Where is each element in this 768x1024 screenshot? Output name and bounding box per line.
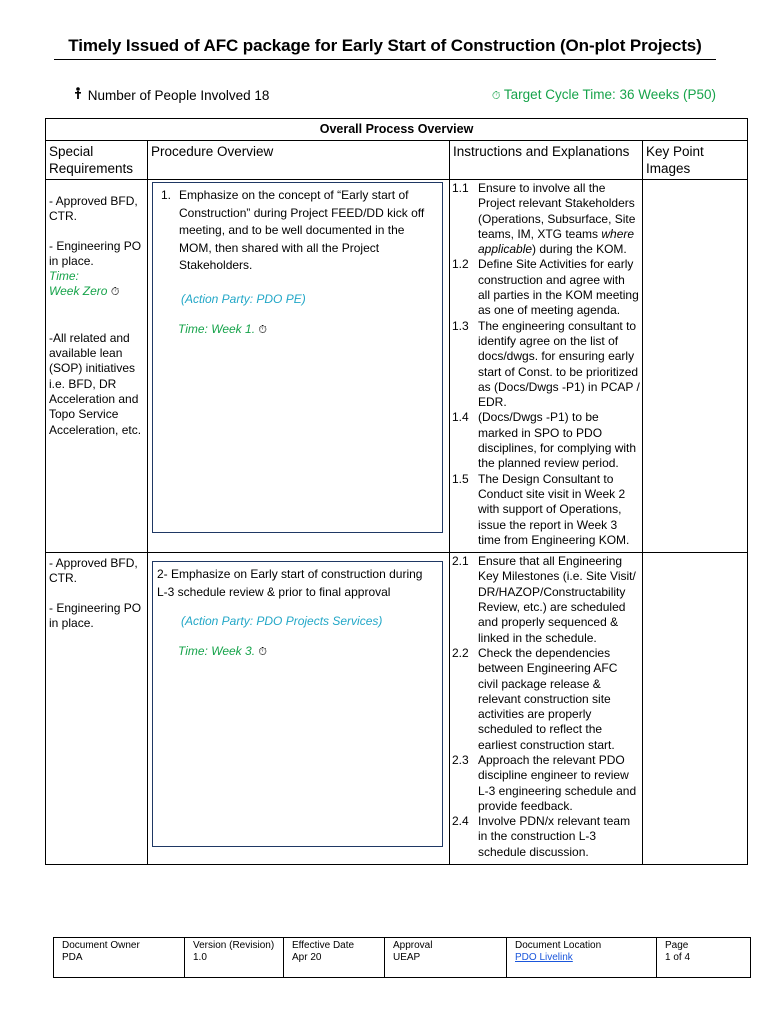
instruction-item <box>452 814 640 860</box>
instruction-text: Involve PDN/x relevant team in the construction L-3 schedule discussion. <box>478 814 631 859</box>
instruction-number: 1.1 <box>452 181 469 195</box>
footer-version <box>185 938 284 978</box>
target-cycle-time <box>492 87 716 103</box>
instruction-number: 1.3 <box>452 318 469 333</box>
instruction-text: Approach the relevant PDO discipline engineer to review L-3 engineering schedule and provide feedback. <box>478 752 637 813</box>
table-row <box>46 180 748 553</box>
instruction-number: 1.4 <box>452 410 469 425</box>
footer-approval-value: UEAP <box>393 952 421 963</box>
footer-date <box>284 938 385 978</box>
instruction-item <box>452 753 640 814</box>
instruction-item <box>452 472 640 548</box>
instruction-number: 2.4 <box>452 814 469 829</box>
requirements-cell <box>46 180 148 553</box>
footer-location-label: Document Location <box>515 940 602 951</box>
footer-page-value: 1 of 4 <box>665 952 691 963</box>
footer-page-label: Page <box>665 940 689 951</box>
footer-owner <box>54 938 185 978</box>
instruction-item <box>452 410 640 471</box>
document-footer <box>53 937 751 978</box>
instruction-text-part: ) during the KOM. <box>532 242 627 257</box>
procedure-text: 2- Emphasize on Early start of construction during L-3 schedule review & prior to final approval <box>157 567 423 599</box>
procedure-number: 1. <box>161 188 172 202</box>
action-party: (Action Party: PDO PE) <box>181 291 306 306</box>
clock-icon: ⏱ <box>258 324 267 336</box>
procedure-box <box>152 561 443 847</box>
instruction-number: 1.2 <box>452 257 469 272</box>
procedure-cell <box>148 180 450 553</box>
table-row <box>46 553 748 865</box>
instruction-text: The engineering consultant to identify agree on the list of docs/dwgs. for ensuring early start of Const. to be prioritized as (Docs/Dwgs -P1) in PCAP / EDR. <box>478 318 640 410</box>
instruction-item <box>452 257 640 318</box>
procedure-time <box>157 643 436 662</box>
instruction-text: Define Site Activities for early construction and agree with all parties in the KOM meeting as one of meeting agenda. <box>478 257 639 318</box>
instruction-number: 1.5 <box>452 471 469 486</box>
instruction-text-italic: where applicable <box>478 226 635 257</box>
procedure-text: Emphasize on the concept of “Early start of Construction” during Project FEED/DD kick off meeting, and to be well documented in the MOM, then shared with all the Project Stakeholders. <box>179 188 425 272</box>
footer-version-label: Version (Revision) <box>193 940 275 951</box>
col-header-images: Key Point Images <box>643 141 748 180</box>
instructions-cell <box>450 180 643 553</box>
footer-approval <box>385 938 507 978</box>
footer-date-value: Apr 20 <box>292 952 322 963</box>
requirement-item: -All related and available lean (SOP) initiatives i.e. BFD, DR Acceleration and Topo Service Acceleration, etc. <box>49 330 142 437</box>
instruction-text: Check the dependencies between Engineering AFC civil package release & relevant construction site activities are properly scheduled to reflect the earliest construction start. <box>478 645 618 752</box>
person-pin-icon <box>74 87 84 103</box>
procedure-time <box>157 321 436 340</box>
instruction-number: 2.3 <box>452 752 469 767</box>
instruction-text: The Design Consultant to Conduct site visit in Week 2 with support of Operations, issue the report in Week 3 time from Engineering KOM. <box>478 471 630 547</box>
footer-owner-value: PDA <box>62 952 83 963</box>
key-point-images-cell <box>643 180 748 553</box>
instruction-item <box>452 319 640 411</box>
footer-approval-label: Approval <box>393 940 433 951</box>
instruction-text: Ensure that all Engineering Key Milestones (i.e. Site Visit/ DR/HAZOP/Constructability Review, etc.) are scheduled and properly sequenced & linked in the schedule. <box>478 554 636 645</box>
people-involved-label: Number of People Involved 18 <box>87 88 270 103</box>
requirement-item: - Engineering PO in place. <box>49 600 142 631</box>
document-location-link[interactable]: PDO Livelink <box>515 952 573 963</box>
requirement-time <box>49 269 144 301</box>
page-title: Timely Issued of AFC package for Early Start of Construction (On-plot Projects) <box>68 36 702 55</box>
key-point-images-cell <box>643 553 748 865</box>
footer-owner-label: Document Owner <box>62 940 140 951</box>
instruction-item <box>452 646 640 753</box>
instruction-text <box>478 181 640 257</box>
title-underline <box>54 59 716 60</box>
people-involved <box>74 87 269 103</box>
col-header-procedure: Procedure Overview <box>148 141 450 180</box>
overall-process-title: Overall Process Overview <box>46 119 748 141</box>
footer-location <box>507 938 657 978</box>
procedure-cell <box>148 553 450 865</box>
footer-date-label: Effective Date <box>292 940 355 951</box>
requirement-item: - Approved BFD, CTR. <box>49 194 138 224</box>
col-header-requirements: Special Requirements <box>46 141 148 180</box>
requirement-item: - Approved BFD, CTR. <box>49 556 138 586</box>
clock-icon: ⏱ <box>491 90 501 102</box>
clock-icon: ⏱ <box>258 645 267 658</box>
footer-page <box>657 938 751 978</box>
instruction-item <box>452 181 640 257</box>
clock-icon: ⏱ <box>110 286 120 299</box>
requirement-time-value: Week Zero <box>49 284 108 299</box>
instruction-text-part: Ensure to involve all the Project relevant Stakeholders (Operations, Subsurface, Site teams, IM, XTG teams <box>478 181 636 241</box>
col-header-instructions: Instructions and Explanations <box>450 141 643 180</box>
footer-version-value: 1.0 <box>193 952 207 963</box>
requirement-item: - Engineering PO in place. <box>49 238 142 268</box>
procedure-time-label: Time: Week 1. <box>178 322 256 336</box>
target-cycle-label: Target Cycle Time: 36 Weeks (P50) <box>503 87 716 102</box>
process-table <box>45 118 748 865</box>
instruction-text: (Docs/Dwgs -P1) to be marked in SPO to PDO disciplines, for complying with the planned review period. <box>478 410 637 471</box>
instruction-number: 2.1 <box>452 554 469 569</box>
procedure-box <box>152 182 443 533</box>
instruction-number: 2.2 <box>452 645 469 660</box>
instructions-cell <box>450 553 643 865</box>
requirement-time-label: Time: <box>49 269 79 284</box>
action-party: (Action Party: PDO Projects Services) <box>181 614 383 629</box>
requirements-cell <box>46 553 148 865</box>
instruction-item <box>452 554 640 646</box>
procedure-time-label: Time: Week 3. <box>178 643 256 658</box>
